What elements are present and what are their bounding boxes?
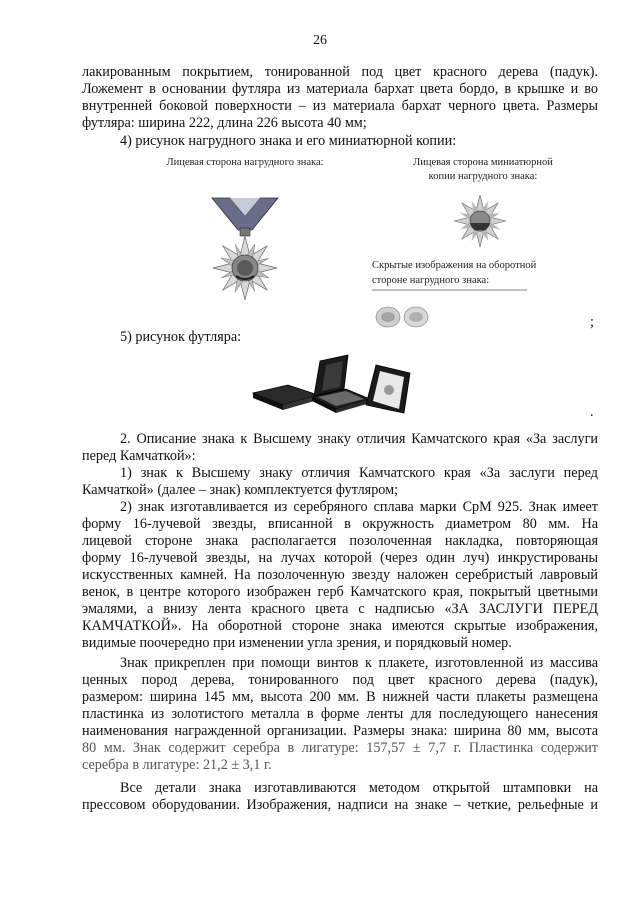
body-line: венок, в центре которого изображен герб Камчатского края, покрытый цветными <box>82 584 598 600</box>
body-line: лакированным покрытием, тонированной под цвет красного дерева (падук). <box>82 64 598 80</box>
caption-hidden-line1: Скрытые изображения на оборотной <box>372 260 537 271</box>
body-line: Камчаткой» (далее – знак) комплектуется футляром; <box>82 482 399 498</box>
body-line: пластинка из золотистого металла в форме ленты для последующего нанесения <box>82 706 598 722</box>
body-line: 1) знак к Высшему знаку отличия Камчатского края «За заслуги перед <box>120 465 598 481</box>
body-line: видимые поочередно при изменении угла зрения, и порядковый номер. <box>82 635 512 651</box>
body-line: Ложемент в основании футляра из материала бархат цвета бордо, в крышке и во <box>82 81 598 97</box>
page-number: 26 <box>313 33 327 48</box>
body-line: футляра: ширина 222, длина 226 высота 40 мм; <box>82 115 367 131</box>
body-line: наименования награжденной организации. Размеры знака: ширина 80 мм, высота <box>82 723 598 739</box>
body-line: Все детали знака изготавливаются методом открытой штамповки на <box>120 780 598 796</box>
body-line: 2) знак изготавливается из серебряного сплава марки СрМ 925. Знак имеет <box>120 499 598 515</box>
body-line: форму 16-лучевой звезды, на лучах которой (через один луч) инкрустированы <box>82 550 598 566</box>
body-line: серебра в лигатуре: 21,2 ± 3,1 г. <box>82 757 272 773</box>
body-line: КАМЧАТКОЙ». На оборотной стороне знака имеются скрытые изображения, <box>82 618 598 634</box>
badge-front-image <box>200 196 290 306</box>
body-line: лицевой стороне знака располагается позолоченная накладка, повторяющая <box>82 533 598 549</box>
trailing-dot: . <box>590 404 594 420</box>
case-image <box>248 353 418 423</box>
body-line: перед Камчаткой»: <box>82 448 196 464</box>
body-line: прессовом оборудовании. Изображения, надписи на знаке – четкие, рельефные и <box>82 797 598 813</box>
body-line: внутренней боковой поверхности – из материала бархат черного цвета. Размеры <box>82 98 598 114</box>
semicolon: ; <box>590 314 594 330</box>
hidden-images-underline <box>372 289 532 291</box>
reverse-images <box>375 305 435 329</box>
item-5-heading: 5) рисунок футляра: <box>120 329 242 345</box>
caption-front-mini-line1: Лицевая сторона миниатюрной <box>413 157 553 168</box>
badge-mini-image <box>452 193 508 249</box>
item-4-heading: 4) рисунок нагрудного знака и его миниатюрной копии: <box>120 133 457 149</box>
body-line: Знак прикреплен при помощи винтов к плакете, изготовленной из массива <box>120 655 598 671</box>
body-line: эмалями, а внизу лента красного цвета с надписью «ЗА ЗАСЛУГИ ПЕРЕД <box>82 601 598 617</box>
caption-front-mini-line2: копии нагрудного знака: <box>428 171 538 182</box>
section-2-heading: 2. Описание знака к Высшему знаку отличия Камчатского края «За заслуги <box>120 431 598 447</box>
body-line: искусственных камней. На позолоченную звезду наложен серебристый лавровый <box>82 567 598 583</box>
caption-front-main: Лицевая сторона нагрудного знака: <box>166 157 324 168</box>
body-line: 80 мм. Знак содержит серебра в лигатуре: 157,57 ± 7,7 г. Пластинка содержит <box>82 740 598 756</box>
caption-hidden-line2: стороне нагрудного знака: <box>372 275 490 286</box>
body-line: форму 16-лучевой звезды, вписанной в окружность диаметром 80 мм. На <box>82 516 598 532</box>
body-line: размером: ширина 145 мм, высота 200 мм. В нижней части плакеты размещена <box>82 689 598 705</box>
body-line: ценных пород дерева, тонированного под цвет красного дерева (падук), <box>82 672 598 688</box>
